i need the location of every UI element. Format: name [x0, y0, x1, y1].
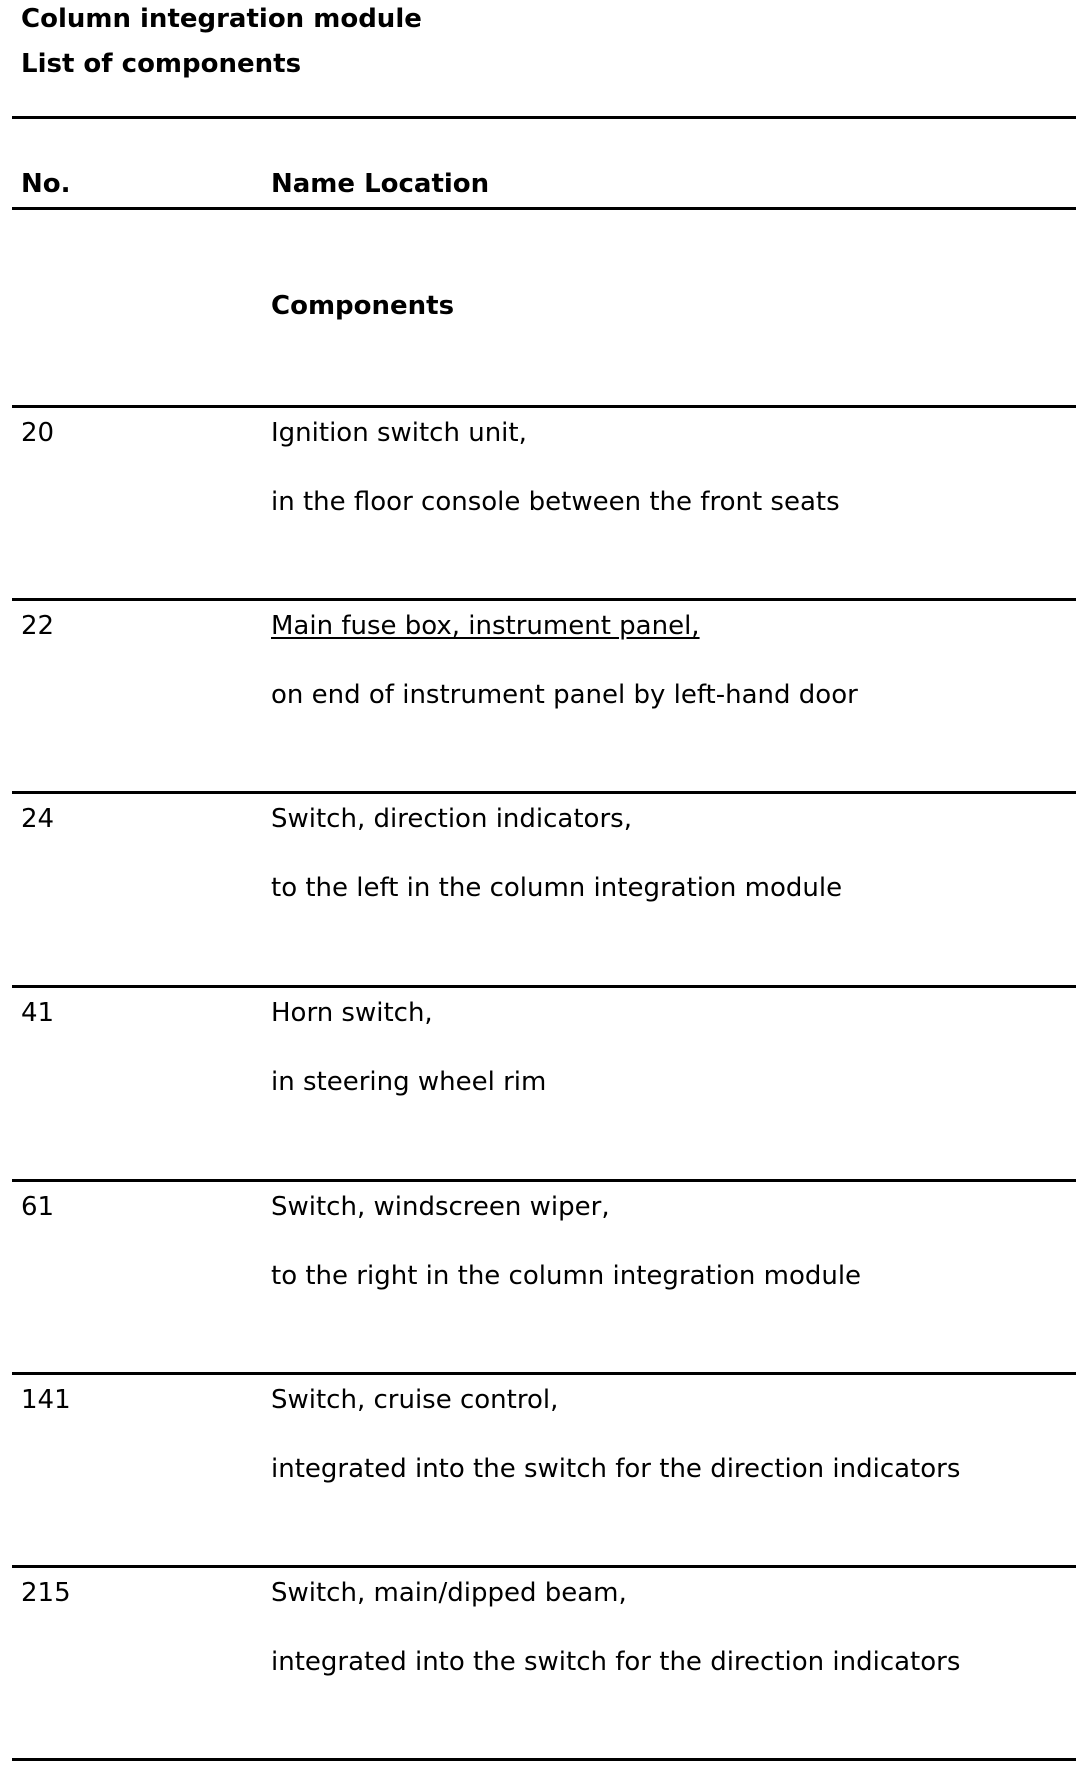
- row-rule: [12, 1179, 1076, 1182]
- component-name: Switch, main/dipped beam,: [271, 1578, 627, 1608]
- component-number: 141: [21, 1385, 71, 1415]
- component-location: on end of instrument panel by left-hand door: [271, 680, 858, 710]
- section-heading: Components: [271, 291, 455, 321]
- header-name-location: Name Location: [271, 169, 490, 199]
- component-location: to the right in the column integration module: [271, 1261, 862, 1291]
- table-row: [0, 1565, 1088, 1758]
- row-rule: [12, 1565, 1076, 1568]
- row-rule: [12, 985, 1076, 988]
- component-name: Ignition switch unit,: [271, 418, 527, 448]
- component-name: Switch, direction indicators,: [271, 804, 632, 834]
- table-row: [0, 1372, 1088, 1565]
- table-row: [0, 985, 1088, 1178]
- component-location: to the left in the column integration module: [271, 873, 843, 903]
- header-number: No.: [21, 169, 71, 199]
- component-location: integrated into the switch for the direction indicators: [271, 1454, 961, 1484]
- row-rule: [12, 791, 1076, 794]
- component-location: integrated into the switch for the direction indicators: [271, 1647, 961, 1677]
- bottom-rule: [12, 1758, 1076, 1761]
- document-title: Column integration module: [21, 4, 422, 34]
- component-number: 41: [21, 998, 55, 1028]
- component-location: in the floor console between the front seats: [271, 487, 840, 517]
- top-rule: [12, 116, 1076, 119]
- component-number: 20: [21, 418, 55, 448]
- component-location: in steering wheel rim: [271, 1067, 547, 1097]
- header-rule: [12, 207, 1076, 210]
- document-subtitle: List of components: [21, 49, 302, 79]
- component-number: 22: [21, 611, 55, 641]
- component-number: 61: [21, 1192, 55, 1222]
- row-rule: [12, 1372, 1076, 1375]
- component-name: Horn switch,: [271, 998, 433, 1028]
- component-name: Switch, cruise control,: [271, 1385, 559, 1415]
- table-row: [0, 1179, 1088, 1372]
- component-name: Main fuse box, instrument panel,: [271, 611, 700, 641]
- component-name: Switch, windscreen wiper,: [271, 1192, 610, 1222]
- component-number: 215: [21, 1578, 71, 1608]
- row-rule: [12, 405, 1076, 408]
- table-row: [0, 791, 1088, 984]
- table-row: [0, 598, 1088, 791]
- row-rule: [12, 598, 1076, 601]
- table-row: [0, 405, 1088, 598]
- component-number: 24: [21, 804, 55, 834]
